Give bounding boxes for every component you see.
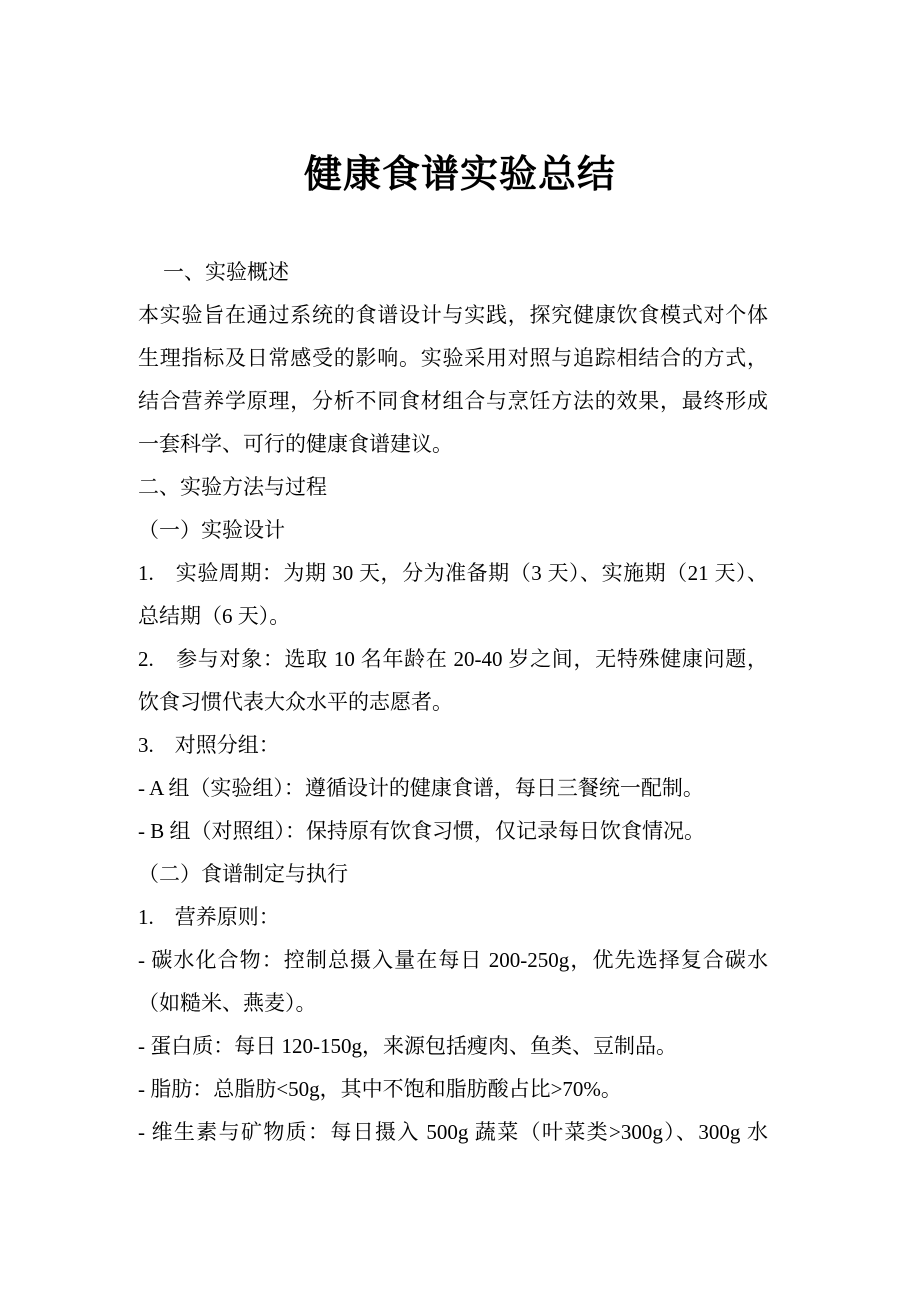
text-line: 生理指标及日常感受的影响。实验采用对照与追踪相结合的方式，	[138, 346, 768, 370]
text-line: - A 组（实验组）：遵循设计的健康食谱，每日三餐统一配制。	[138, 776, 704, 800]
document-body	[138, 251, 768, 1154]
text-line: - B 组（对照组）：保持原有饮食习惯，仅记录每日饮食情况。	[138, 819, 705, 843]
item-carbohydrates	[138, 939, 768, 1025]
item-group-b	[138, 810, 768, 853]
item-experiment-cycle	[138, 552, 768, 638]
text-line: - 蛋白质：每日 120-150g，来源包括瘦肉、鱼类、豆制品。	[138, 1034, 677, 1058]
text-line: 3. 对照分组：	[138, 733, 280, 757]
para-overview-body	[138, 294, 768, 466]
item-vitamins-minerals	[138, 1111, 768, 1154]
item-protein	[138, 1025, 768, 1068]
item-participants	[138, 638, 768, 724]
item-control-grouping	[138, 724, 768, 767]
text-line: - 碳水化合物：控制总摄入量在每日 200-250g，优先选择复合碳水	[138, 948, 768, 972]
item-nutrition-principles	[138, 896, 768, 939]
text-line: 一套科学、可行的健康食谱建议。	[138, 432, 453, 456]
text-line: - 脂肪：总脂肪<50g，其中不饱和脂肪酸占比>70%。	[138, 1077, 622, 1101]
document-title: 健康食谱实验总结	[303, 152, 616, 196]
heading-experiment-design	[138, 509, 768, 552]
text-line: 结合营养学原理，分析不同食材组合与烹饪方法的效果，最终形成	[138, 389, 768, 413]
text-line: （一）实验设计	[138, 518, 285, 542]
text-line: （二）食谱制定与执行	[138, 862, 348, 886]
text-line: 二、实验方法与过程	[138, 475, 327, 499]
text-line: 1. 实验周期：为期 30 天，分为准备期（3 天）、实施期（21 天）、	[138, 561, 768, 585]
text-line: 本实验旨在通过系统的食谱设计与实践，探究健康饮食模式对个体	[138, 303, 768, 327]
text-line: 总结期（6 天）。	[138, 604, 291, 628]
text-line: 饮食习惯代表大众水平的志愿者。	[138, 690, 453, 714]
text-line: 2. 参与对象：选取 10 名年龄在 20-40 岁之间，无特殊健康问题，	[138, 647, 768, 671]
text-line: - 维生素与矿物质：每日摄入 500g 蔬菜（叶菜类>300g）、300g 水	[138, 1120, 768, 1144]
heading-overview	[138, 251, 768, 294]
text-line: （如糙米、燕麦）。	[138, 991, 317, 1015]
item-fat	[138, 1068, 768, 1111]
item-group-a	[138, 767, 768, 810]
heading-recipe-execution	[138, 853, 768, 896]
heading-methods	[138, 466, 768, 509]
text-line: 1. 营养原则：	[138, 905, 280, 929]
text-line: 一、实验概述	[163, 260, 289, 284]
